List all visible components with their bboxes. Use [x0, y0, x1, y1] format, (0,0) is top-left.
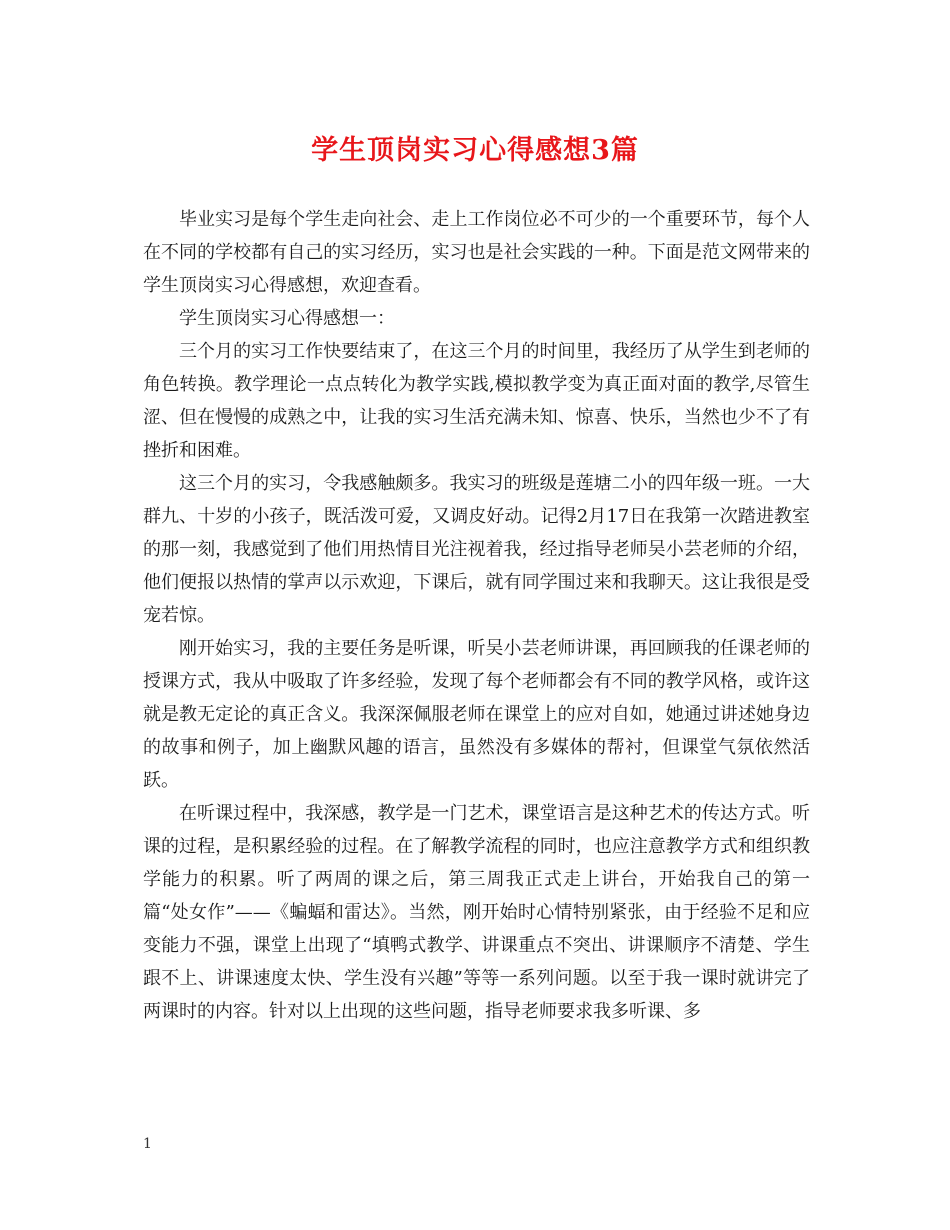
document-body: [143, 203, 810, 1028]
document-title: 学生顶岗实习心得感想3篇: [311, 135, 639, 166]
paragraph-section-heading: 学生顶岗实习心得感想一：: [179, 308, 395, 329]
paragraph: 刚开始实习，我的主要任务是听课，听吴小芸老师讲课，再回顾我的任课老师的授课方式，我从中吸取了许多经验，发现了每个老师都会有不同的教学风格，或许这就是教无定论的真正含义。我深深佩服老师在课堂上的应对自如，她通过讲述她身边的故事和例子，加上幽默风趣的语言，虽然没有多媒体的帮衬，但课堂气氛依然活跃。: [143, 638, 810, 791]
paragraph: 这三个月的实习，令我感触颇多。我实习的班级是莲塘二小的四年级一班。一大群九、十岁的小孩子，既活泼可爱，又调皮好动。记得2月17日在我第一次踏进教室的那一刻，我感觉到了他们用热情目光注视着我，经过指导老师吴小芸老师的介绍，他们便报以热情的掌声以示欢迎，下课后，就有同学围过来和我聊天。这让我很是受宠若惊。: [143, 473, 810, 626]
paragraph: 三个月的实习工作快要结束了，在这三个月的时间里，我经历了从学生到老师的角色转换。教学理论一点点转化为教学实践,模拟教学变为真正面对面的教学,尽管生涩、但在慢慢的成熟之中，让我的实习生活充满未知、惊喜、快乐，当然也少不了有挫折和困难。: [143, 341, 810, 461]
paragraph: 在听课过程中，我深感，教学是一门艺术，课堂语言是这种艺术的传达方式。听课的过程，是积累经验的过程。在了解教学流程的同时，也应注意教学方式和组织教学能力的积累。听了两周的课之后，第三周我正式走上讲台，开始我自己的第一篇“处女作”——《蝙蝠和雷达》。当然，刚开始时心情特别紧张，由于经验不足和应变能力不强，课堂上出现了“填鸭式教学、讲课重点不突出、讲课顺序不清楚、学生跟不上、讲课速度太快、学生没有兴趣”等等一系列问题。以至于我一课时就讲完了两课时的内容。针对以上出现的这些问题，指导老师要求我多听课、多: [143, 803, 810, 1022]
paragraph-intro: 毕业实习是每个学生走向社会、走上工作岗位必不可少的一个重要环节，每个人在不同的学校都有自己的实习经历，实习也是社会实践的一种。下面是范文网带来的学生顶岗实习心得感想，欢迎查看。: [143, 209, 810, 296]
page-number: 1: [143, 1136, 152, 1152]
